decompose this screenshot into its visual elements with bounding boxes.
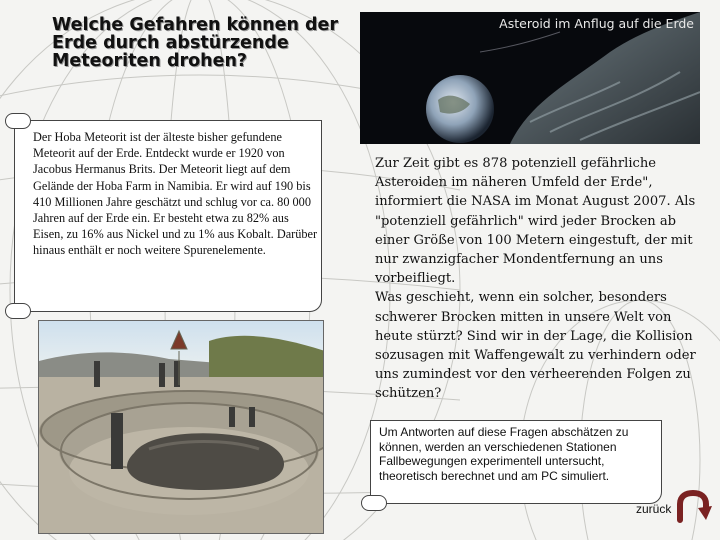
back-button[interactable]	[636, 490, 716, 534]
right-text-block	[375, 154, 697, 404]
hoba-meteorite-photo	[38, 320, 324, 534]
u-turn-arrow-icon	[674, 490, 712, 526]
earth-photo-caption: Asteroid im Anflug auf die Erde	[499, 16, 694, 31]
back-label: zurück	[636, 502, 672, 516]
slide-title: Welche Gefahren können der Erde durch abstürzende Meteoriten drohen?	[52, 15, 339, 71]
scroll-curl-bottom	[361, 495, 387, 511]
scroll-curl-top	[5, 113, 31, 129]
earth-image	[360, 12, 700, 144]
nasa-paragraph: Zur Zeit gibt es 878 potenziell gefährliche Asteroiden im näheren Umfeld der Erde", informiert die NASA im Monat August 2007. Als "potenziell gefährlich" wird jeder Brocken ab einer Größe von 100 Metern eingestuft, der mit nur zwanzigfacher Mondentfernung an uns vorbeifliegt.	[375, 156, 696, 287]
question-paragraph: Was geschieht, wenn ein solcher, besonders schwerer Brocken mitten in unsere Welt von heute stürzt? Sind wir in der Lage, die Kollision sozusagen mit Waffengewalt zu verhindern oder uns zumindest vor den verheerenden Folgen zu schützen?	[375, 290, 696, 402]
simulation-info-text: Um Antworten auf diese Fragen abschätzen zu können, werden an verschiedenen Stationen Fallbewegungen experimentell untersucht, theoretisch berechnet und am PC simuliert.	[379, 425, 629, 483]
hoba-image	[39, 321, 324, 534]
hoba-info-text: Der Hoba Meteorit ist der älteste bisher gefundene Meteorit auf der Erde. Entdeckt wurde er 1920 von Jacobus Hermanus Brits. Der Meteorit liegt auf dem Gelände der Hoba Farm in Namibia. Er wird auf 190 bis 410 Millionen Jahre geschätzt und schlug vor ca. 80 000 Jahren auf der Erde ein. Er besteht etwa zu 82% aus Eisen, zu 16% aus Nickel und zu 1% aus Kobalt. Darüber hinaus enthält er noch weitere Spurenelemente.	[33, 130, 318, 258]
scroll-curl-bottom	[5, 303, 31, 319]
asteroid-earth-photo	[360, 12, 700, 144]
hoba-info-scroll	[14, 120, 322, 312]
simulation-info-scroll	[370, 420, 662, 504]
